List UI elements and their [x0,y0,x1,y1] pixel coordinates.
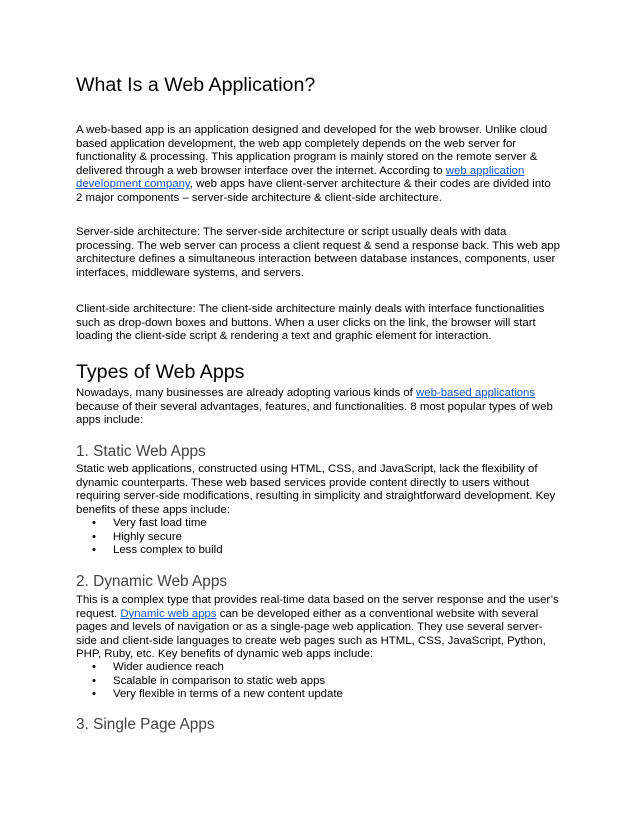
list-item-text: Very flexible in terms of a new content update [113,688,343,701]
bullet-icon: • [92,544,96,557]
server-side-line: interfaces, middleware systems, and servers. [76,266,304,279]
bullet-icon: • [92,517,96,529]
client-side-paragraph [76,303,544,344]
list-item-text: Wider audience reach [113,661,224,673]
intro-line: 2 major components – server-side architecture & client-side architecture. [76,191,442,204]
intro-paragraph [76,124,551,206]
static-line: benefits of these apps include: [76,503,230,516]
client-side-line: such as drop-down boxes and buttons. When a user clicks on the link, the browser will start [76,316,536,329]
bullet-icon: • [92,530,96,543]
dynamic-line: pages and levels of navigation or as a single-page web application. They use several server- [76,621,543,634]
bullet-icon: • [92,674,96,687]
dynamic-benefits-list [76,661,343,702]
bullet-icon: • [92,661,96,673]
intro-line: based application development, the web app completely depends on the web server for [76,137,517,150]
dynamic-line: side and client-side languages to create web pages such as HTML, CSS, JavaScript, Python, [76,634,546,647]
list-item [76,531,223,545]
types-paragraph [76,387,553,428]
dynamic-line [76,608,559,622]
dynamic-line: PHP, Ruby, etc. Key benefits of dynamic web apps include: [76,648,374,661]
types-line [76,387,553,401]
page-title: What Is a Web Application? [76,74,316,96]
types-heading: Types of Web Apps [76,361,245,383]
types-line: apps include: [76,414,144,427]
single-page-apps-heading: 3. Single Page Apps [76,716,215,733]
static-line: requiring server-side modifications, resulting in simplicity and straightforward development. Key [76,490,556,503]
list-item-text: Highly secure [113,530,183,543]
list-item [76,675,343,689]
web-application-link[interactable]: web application [445,164,525,177]
server-side-line: architecture defines a simultaneous interaction between database instances, components, user [76,253,556,266]
types-text: Nowadays, many businesses are already adopting various kinds of [76,387,417,399]
bullet-icon: • [92,688,96,701]
static-benefits-list [76,517,223,558]
client-side-line: Client-side architecture: The client-side architecture mainly deals with interface functionalities [76,303,545,315]
list-item-text: Scalable in comparison to static web apps [113,674,326,687]
intro-line [76,165,551,179]
list-item [76,661,343,675]
server-side-line: processing. The web server can process a client request & send a response back. This web app [76,239,560,252]
static-paragraph [76,463,555,517]
intro-line: functionality & processing. This application program is mainly stored on the remote server & [76,151,538,164]
server-side-paragraph [76,226,560,280]
static-web-apps-heading: 1. Static Web Apps [76,443,206,460]
intro-line [76,178,551,192]
intro-line: A web-based app is an application designed and developed for the web browser. Unlike cloud [76,124,548,136]
server-side-line: Server-side architecture: The server-side architecture or script usually deals with data [76,226,507,238]
intro-text: delivered through a web browser interface over the internet. According to [76,164,446,177]
list-item [76,688,343,702]
development-company-link[interactable]: development company [76,178,190,191]
list-item [76,544,223,558]
dynamic-text: request. [76,607,121,620]
dynamic-line: This is a complex type that provides real-time data based on the server response and the user’s [76,594,559,606]
static-line: dynamic counterparts. These web based services provide content directly to users without [76,476,530,489]
types-line: because of their several advantages, features, and functionalities. 8 most popular types of web [76,400,553,413]
list-item [76,517,223,531]
client-side-line: loading the client-side script & rendering a text and graphic element for interaction. [76,330,492,343]
static-line: Static web applications, constructed using HTML, CSS, and JavaScript, lack the flexibility of [76,463,538,475]
dynamic-web-apps-heading: 2. Dynamic Web Apps [76,573,228,590]
web-based-applications-link[interactable]: web-based applications [416,387,536,399]
dynamic-paragraph [76,594,559,662]
dynamic-web-apps-link[interactable]: Dynamic web apps [120,607,217,620]
list-item-text: Very fast load time [113,517,207,529]
intro-text: , web apps have client-server architecture & their codes are divided into [189,178,551,191]
dynamic-text: can be developed either as a conventional website with several [216,607,539,620]
list-item-text: Less complex to build [113,544,223,557]
